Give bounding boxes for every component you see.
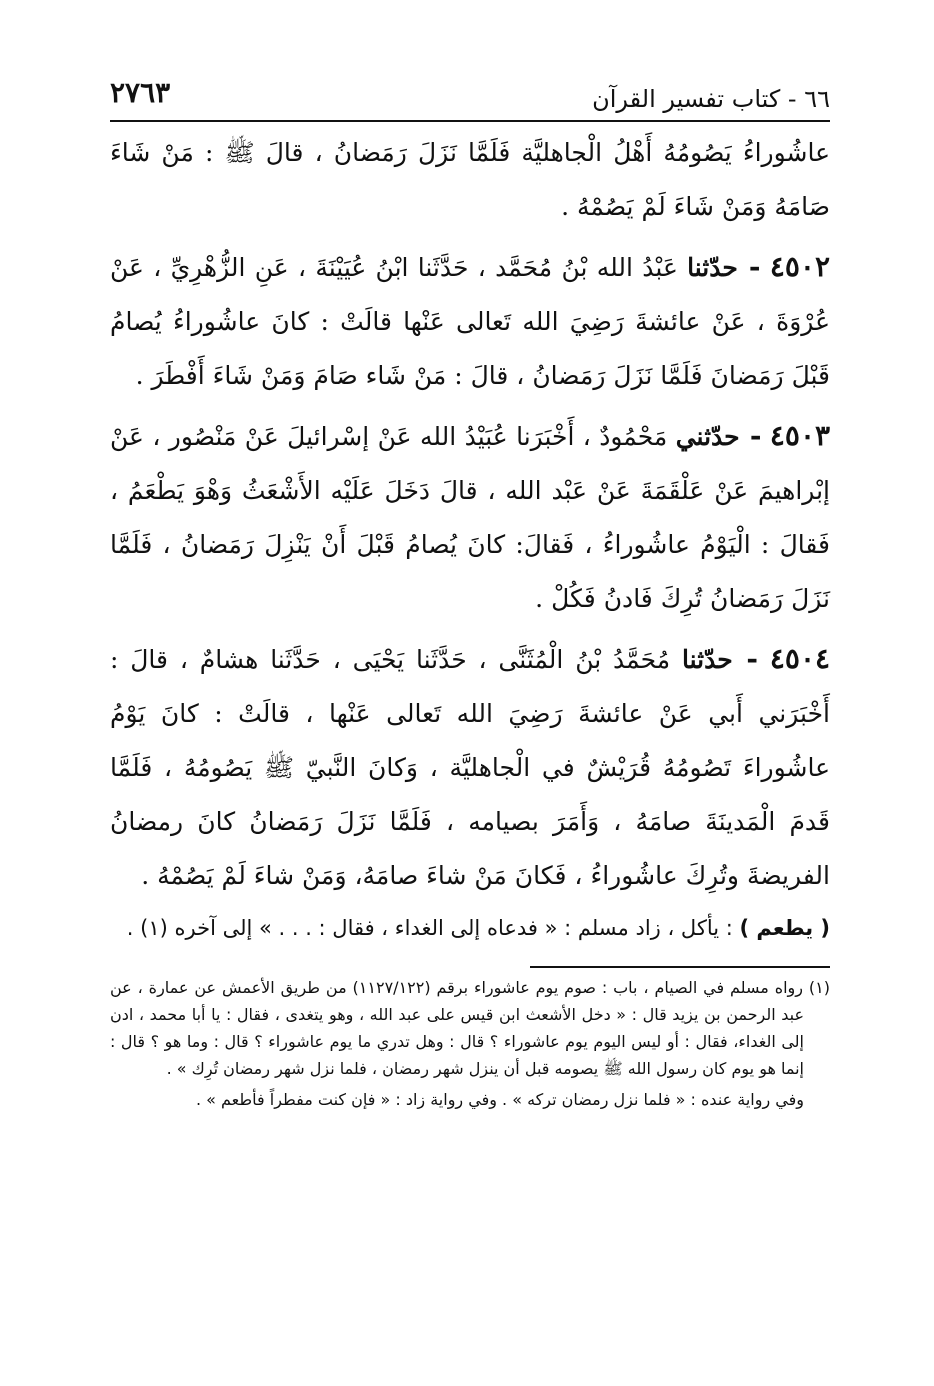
hadith-number: ٤٥٠٤ — [769, 642, 831, 675]
gloss-note — [110, 911, 830, 945]
hadith-lead: حدّثنا — [682, 645, 733, 674]
paragraph-continuation — [110, 126, 830, 234]
hadith-4504 — [110, 632, 830, 903]
hadith-dash: - — [737, 250, 761, 283]
hadith-dash: - — [739, 419, 762, 452]
hadith-lead: حدّثنا — [687, 253, 738, 282]
hadith-4503 — [110, 409, 830, 626]
footnote-1: (١) رواه مسلم في الصيام ، باب : صوم يوم عاشوراء برقم (١١٢٧/١٢٢) من طريق الأعمش عن عمارة ، عن عبد الرحمن بن يزيد قال : « دخل الأشعث ابن قيس على عبد الله ، وهو يتغدى ، فقال : يا أبا محمد ، ادن إلى الغداء، فقال : أو ليس اليوم يوم عاشوراء ؟ قال : وهل تدري ما يوم عاشوراء ؟ قال : وما هو ؟ قال : إنما هو يوم كان رسول الله ﷺ يصومه قبل أن ينزل شهر رمضان ، فلما نزل شهر رمضان تُرِك » . — [110, 978, 830, 1078]
main-text — [110, 126, 830, 903]
page-number: ٢٧٦٣ — [110, 76, 171, 109]
gloss-term: ( يطعم ) — [739, 916, 830, 940]
hadith-text: عَبْدُ الله بْنُ مُحَمَّد ، حَدَّثَنا ابْنُ عُيَيْنَةَ ، عَنِ الزُّهْرِيِّ ، عَنْ عُرْوَةَ ، عَنْ عائشةَ رَضِيَ الله تَعالى عَنْها قالَتْ : كانَ عاشُوراءُ يُصامُ قَبْلَ رَمَضانَ فَلَمَّا نَزَلَ رَمَضانُ ، قالَ : مَنْ شَاء صَامَ وَمَنْ شَاءَ أَفْطَرَ . — [110, 253, 830, 390]
hadith-lead: حدّثني — [675, 422, 740, 451]
running-title: ٦٦ - كتاب تفسير القرآن — [592, 85, 830, 113]
document-page — [110, 78, 830, 1368]
paragraph-text: عاشُوراءُ يَصُومُهُ أَهْلُ الْجاهليَّة فَلَمَّا نَزَلَ رَمَضانُ ، قالَ ﷺ : مَنْ شَاءَ صَامَهُ وَمَنْ شَاءَ لَمْ يَصُمْهُ . — [110, 138, 830, 221]
hadith-number: ٤٥٠٣ — [769, 419, 831, 452]
hadith-dash: - — [732, 642, 758, 675]
hadith-number: ٤٥٠٢ — [769, 250, 830, 283]
page-header — [110, 78, 830, 122]
hadith-4502 — [110, 240, 830, 403]
footnote-1-continued: وفي رواية عنده : « فلما نزل رمضان تركه » . وفي رواية زاد : « فإن كنت مفطراً فأطعم » . — [195, 1090, 804, 1109]
hadith-text: مُحَمَّدُ بْنُ الْمُثَنَّى ، حَدَّثَنا يَحْيَى ، حَدَّثَنا هشامٌ ، قالَ : أَخْبَرَني أَبي عَنْ عائشةَ رَضِيَ الله تَعالى عَنْها ، قالَتْ : كانَ يَوْمُ عاشُوراءَ تَصُومُهُ قُرَيْشٌ في الْجاهليَّة ، وَكانَ النَّبيّ ﷺ يَصُومُهُ ، فَلَمَّا قَدمَ الْمَدينَةَ صامَهُ ، وَأَمَرَ بصيامه ، فَلَمَّا نَزَلَ رَمَضانُ كانَ رمضانُ الفريضةَ وتُرِكَ عاشُوراءُ ، فَكانَ مَنْ شاءَ صامَهُ، وَمَنْ شاءَ لَمْ يَصُمْهُ . — [110, 645, 830, 890]
footnote-divider — [530, 966, 830, 968]
footnotes — [110, 974, 830, 1113]
hadith-text: مَحْمُودٌ ، أَخْبَرَنا عُبَيْدُ الله عَنْ إسْرائيلَ عَنْ مَنْصُور ، عَنْ إبْراهيمَ عَنْ عَلْقَمَةَ عَنْ عَبْد الله ، قالَ دَخَلَ عَلَيْه الأَشْعَثُ وَهْوَ يَطْعَمُ ، فَقالَ : الْيَوْمُ عاشُوراءُ ، فَقالَ: كانَ يُصامُ قَبْلَ أَنْ يَنْزِلَ رَمَضانُ ، فَلَمَّا نَزَلَ رَمَضانُ تُرِكَ فَادنُ فَكُلْ . — [110, 422, 830, 613]
gloss-text: : يأكل ، زاد مسلم : « فدعاه إلى الغداء ، فقال : . . . » إلى آخره (١) . — [126, 916, 733, 940]
